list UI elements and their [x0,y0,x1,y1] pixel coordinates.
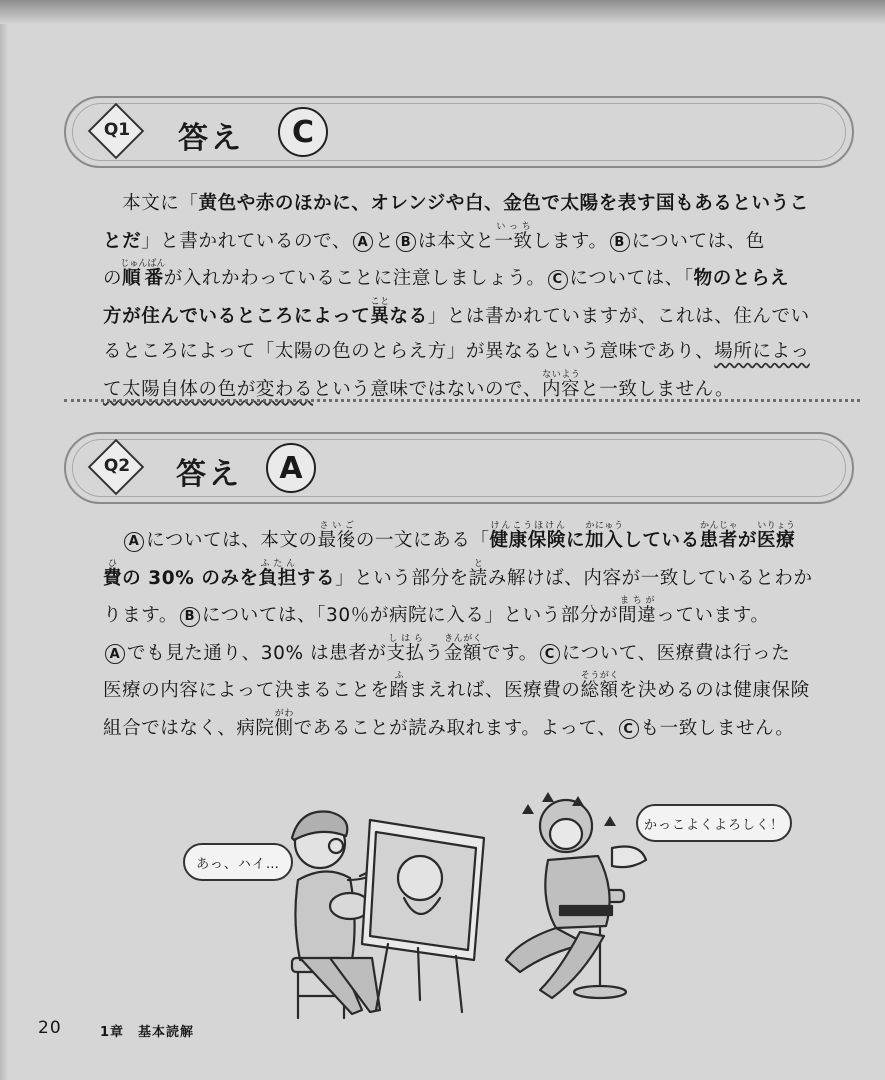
easel-canvas [362,820,484,1012]
text-line: るところによって「太陽の色のとらえ方」が異なるという意味であり、場所によっ [103,341,810,362]
q2-answer-word: 答え [176,457,242,492]
hero-figure [506,800,646,998]
text-line: A については、本文の最後さいごの一文にある「健康保険けんこうほけんに加入かにゅうしている患者かんじゃが医療いりょう [103,521,858,559]
furigana-word: 踏ふ [389,671,409,701]
furigana-word: 負担ふたん [258,558,297,589]
furigana-word: 順番じゅんばん [120,259,166,289]
chapter-title: 1章 基本読解 [100,1025,195,1040]
q2-answer-letter: A [266,443,316,493]
circled-c-icon: C [540,644,560,664]
text-line: 組合ではなく、病院側がわであることが読み取れます。よって、 C も一致しません。 [103,708,795,739]
furigana-word: 内容ないよう [541,369,581,400]
circled-a-icon: A [124,532,144,552]
furigana-word: 健康保険けんこうほけん [489,521,566,551]
furigana-word: 費ひ [103,558,123,589]
text-line: A でも見た通り、30% は患者が支払しはらう金額きんがくです。 C について、医療費は行った [103,634,858,672]
text-line: 方が住んでいるところによって異ことなる」とは書かれていますが、これは、住んでい [103,296,810,327]
furigana-word: 総額そうがく [580,671,619,701]
speech-bubble-hero: かっこよくよろしく！ [636,804,792,842]
text-line: 本文に「黄色や赤のほかに、オレンジや白、金色で太陽を表す国もあるというこ [122,193,809,214]
furigana-word: 支払しはら [386,633,425,664]
text-line: ります。 B については、「30％が病院に入る」という部分が間違まちがっています。 [103,596,770,626]
text-line: 医療の内容によって決まることを踏ふまえれば、医療費の総額そうがくを決めるのは健康保険 [103,671,810,701]
furigana-word: 一致いっち [494,221,533,252]
text-line: の順番じゅんばんが入れかわっていることに注意しましょう。 C については、「物のとらえ [103,259,790,289]
furigana-word: 間違まちが [618,596,657,626]
furigana-word: 側がわ [274,708,294,739]
text-line: て太陽自体の色が変わるという意味ではないので、内容ないようと一致しません。 [103,369,735,400]
furigana-word: 患者かんじゃ [699,521,738,551]
furigana-word: 異こと [370,296,390,327]
furigana-word: 医療いりょう [756,521,796,551]
text-line: 費ひの 30% のみを負担ふたんする」という部分を読とみ解けば、内容が一致しているとわか [103,558,813,589]
speech-bubble-painter: あっ、ハイ… [183,843,293,881]
furigana-word: 最後さいご [317,521,356,551]
q2-label: Q2 [103,456,131,476]
circled-c-icon: C [548,270,568,290]
furigana-word: 加入かにゅう [585,521,624,551]
text-line: とだ」と書かれているので、 A と B は本文と一致いっちします。 B については、色 [103,221,765,252]
circled-b-icon: B [396,232,416,252]
q1-answer-letter: C [278,107,328,157]
circled-a-icon: A [353,232,373,252]
circled-c-icon: C [619,719,639,739]
circled-b-icon: B [180,607,200,627]
circled-a-icon: A [105,644,125,664]
furigana-word: 読と [468,558,488,589]
furigana-word: 金額きんがく [443,633,483,664]
q1-answer-word: 答え [178,121,244,156]
page-number: 20 [38,1018,62,1038]
circled-b-icon: B [610,232,630,252]
q1-label: Q1 [103,120,131,140]
